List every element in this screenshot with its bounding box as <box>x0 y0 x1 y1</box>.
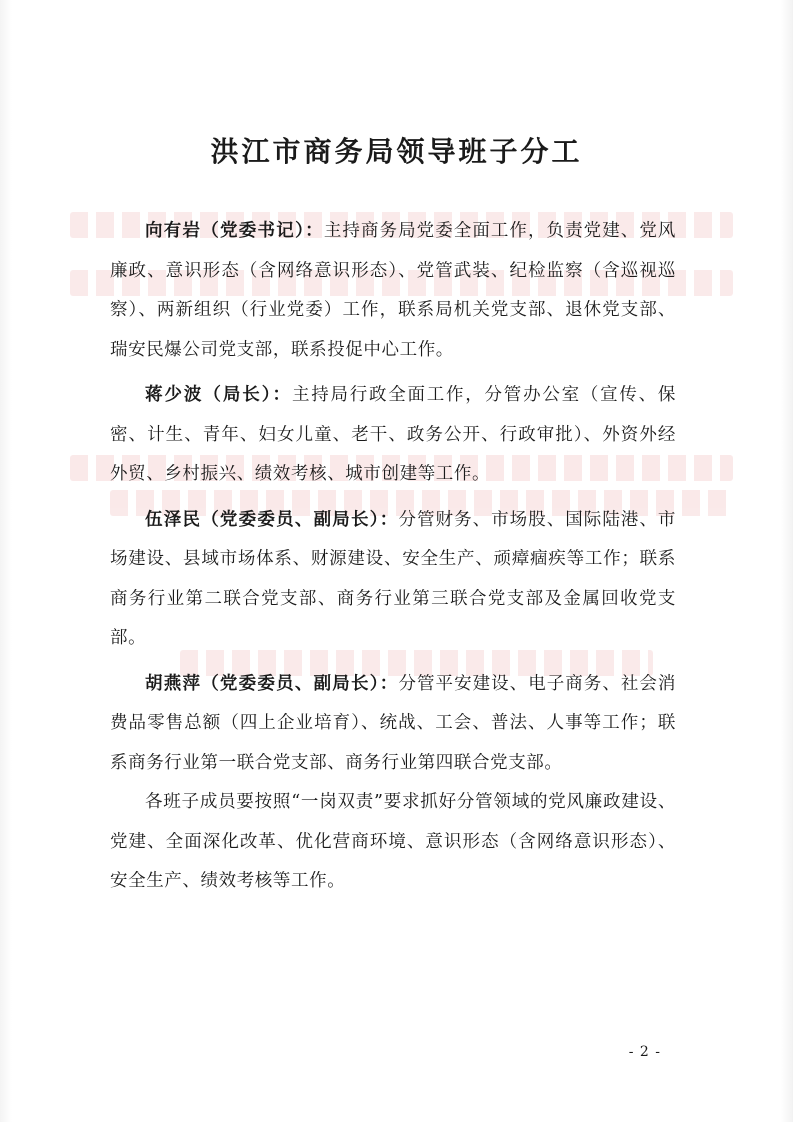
paragraph-text: 各班子成员要按照“一岗双责”要求抓好分管领域的党风廉政建设、党建、全面深化改革、优化营商环境、意识形态（含网络意识形态）、安全生产、绩效考核等工作。 <box>110 792 676 891</box>
paragraph-responsibility <box>110 783 676 902</box>
paragraph-jiang-shaobo <box>110 376 676 495</box>
document-body <box>110 212 676 902</box>
paragraph-hu-yanping <box>110 665 676 784</box>
paragraph-text: 分管财务、市场股、国际陆港、市场建设、县域市场体系、财源建设、安全生产、顽瘴痼疾等工作；联系商务行业第二联合党支部、商务行业第三联合党支部及金属回收党支部。 <box>110 509 677 648</box>
paragraph-wu-zemin <box>110 501 676 659</box>
paragraph-lead: 向有岩（党委书记）： <box>145 221 324 241</box>
paragraph-text: 分管平安建设、电子商务、社会消费品零售总额（四上企业培育）、统战、工会、普法、人事等工作；联系商务行业第一联合党支部、商务行业第四联合党支部。 <box>110 673 677 773</box>
document-title: 洪江市商务局领导班子分工 <box>210 135 583 168</box>
paragraph-text: 主持商务局党委全面工作，负责党建、党风廉政、意识形态（含网络意识形态）、党管武装、纪检监察（含巡视巡察）、两新组织（行业党委）工作，联系局机关党支部、退休党支部、瑞安民爆公司党支部，联系投促中心工作。 <box>110 221 676 360</box>
paragraph-lead: 胡燕萍（党委委员、副局长）： <box>145 673 399 694</box>
paragraph-text: 主持局行政全面工作，分管办公室（宣传、保密、计生、青年、妇女儿童、老干、政务公开、行政审批）、外资外经外贸、乡村振兴、绩效考核、城市创建等工作。 <box>110 385 676 484</box>
paragraph-lead: 蒋少波（局长）： <box>145 385 292 405</box>
paragraph-lead: 伍泽民（党委委员、副局长）： <box>145 509 399 530</box>
page-number: - 2 - <box>628 1044 661 1060</box>
paragraph-xiang-youyan <box>110 212 676 370</box>
